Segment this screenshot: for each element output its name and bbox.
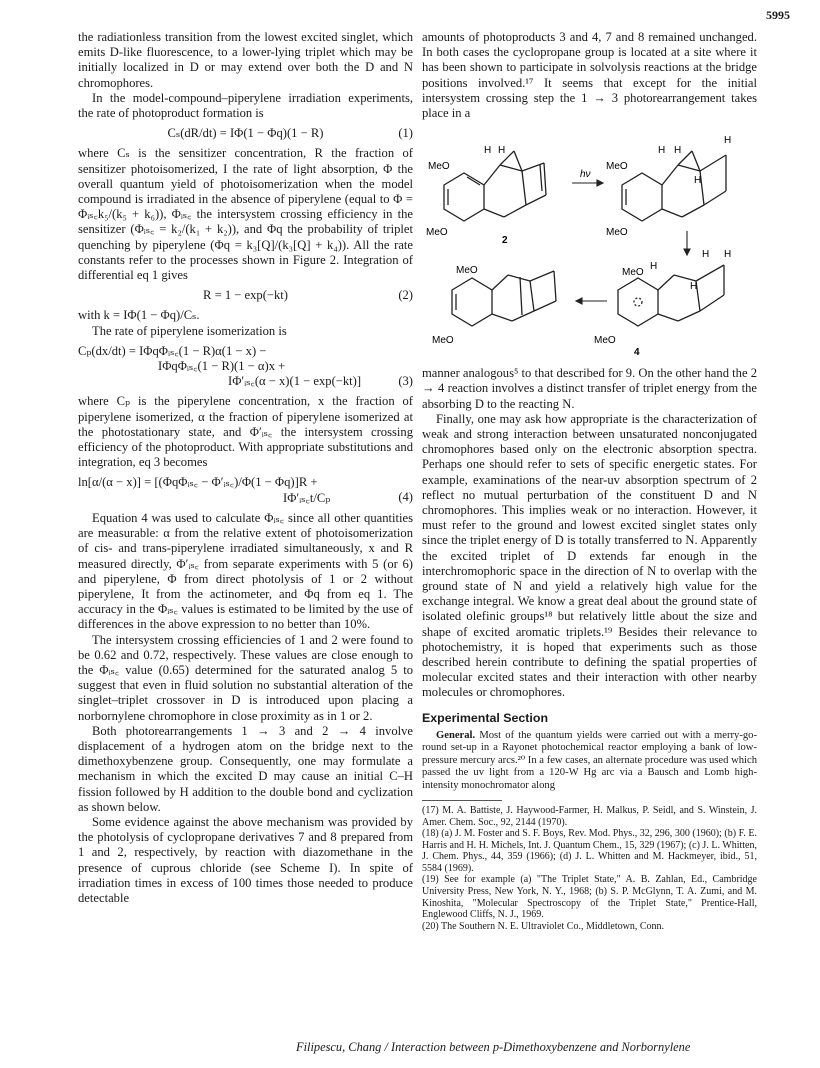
equation-3 bbox=[78, 344, 413, 390]
paragraph: Both photorearrangements 1 → 3 and 2 → 4 involve displacement of a hydrogen atom on the bridge next to the dimethoxybenzene group. Consequently, one may formulate a mechanism in which the excited D may cause an initial C–H fission followed by H addition to the double bond and cyclization as shown below. bbox=[78, 723, 413, 814]
h-label: H bbox=[724, 135, 732, 147]
equation-line: ln[α/(α − x)] = [(ΦqΦᵢₛ꜀ − Φ′ᵢₛ꜀)/Φ(1 − Φq)]R + bbox=[78, 475, 318, 490]
scheme-drawing bbox=[422, 125, 757, 360]
page-number: 5995 bbox=[766, 8, 790, 22]
h-label: H bbox=[498, 145, 506, 157]
section-title: Experimental Section bbox=[422, 710, 549, 725]
structure-2-product bbox=[622, 151, 726, 221]
paragraph: amounts of photoproducts 3 and 4, 7 and 8 remained unchanged. In both cases the cyclopropane group is located at a site where it has been shown to participate in solvolysis reactions at the bridge positions involved.¹⁷ It seems that except for the initial intersystem crossing step the 1 → 3 photorearrangement takes place in a bbox=[422, 30, 757, 121]
compound-label: 4 bbox=[634, 347, 640, 359]
meo-label: MeO bbox=[594, 335, 616, 347]
reaction-scheme bbox=[422, 125, 757, 360]
equation-4 bbox=[78, 475, 413, 505]
compound-label: 2 bbox=[502, 235, 508, 247]
paragraph: Equation 4 was used to calculate Φᵢₛ꜀ since all other quantities are measurable: α from the relative extent of photoisomerization of cis- and trans-piperylene irradiated simultaneously, x and R measured directly, Φ′ᵢₛ꜀ from separate experiments with 5 (or 6) and piperylene, Φ from direct photolysis of 1 or 2 without piperylene, It from the actinometer, and Φq from eq 1. The accuracy in the Φᵢₛ꜀ values is estimated to be limited by the use of differences in the above expression to no better than 10%. bbox=[78, 510, 413, 632]
paragraph: where Cₛ is the sensitizer concentration, R the fraction of sensitizer photoisomerized, I the rate of light absorption, Φ the overall quantum yield of photoisomerization when the model compound is irradiated in the absence of piperylene (equal to Φ = Φᵢₛ꜀k₅/(k₅ + k₆)), Φᵢₛ꜀ the intersystem crossing efficiency in the sensitizer (Φᵢₛ꜀ = k₂/(k₁ + k₂)), and Φq the probability of triplet quenching by piperylene (Φq = k₃[Q]/(k₃[Q] + k₄)). All the rate constants refer to the processes shown in Figure 2. Integration of differential eq 1 gives bbox=[78, 146, 413, 283]
experimental-paragraph bbox=[422, 730, 757, 792]
paragraph: The rate of piperylene isomerization is bbox=[92, 323, 287, 338]
h-label: H bbox=[484, 145, 492, 157]
structure-4 bbox=[452, 271, 556, 326]
right-column bbox=[422, 30, 757, 932]
structure-2 bbox=[444, 151, 546, 221]
paragraph: The intersystem crossing efficiencies of 1 and 2 were found to be 0.62 and 0.72, respectively. These values are close enough to the Φᵢₛ꜀ value (0.65) determined for the saturated analog 5 to suggest that even in fluid solution no substantial alteration of the singlet–triplet crossover in D is introduced upon placing a norbornylene chromophore in close proximity as in 1 or 2. bbox=[78, 632, 413, 723]
equation-text: Cₛ(dR/dt) = IΦ(1 − Φq)(1 − R) bbox=[167, 126, 324, 141]
h-label: H bbox=[690, 281, 698, 293]
equation-number: (2) bbox=[398, 288, 413, 303]
paragraph: In the model-compound–piperylene irradiation experiments, the rate of photoproduct formation is bbox=[78, 90, 413, 121]
paragraph: with k = IΦ(1 − Φq)/Cₛ. bbox=[78, 308, 200, 323]
arrows bbox=[572, 180, 690, 304]
h-label: H bbox=[724, 249, 732, 261]
experimental-text: Most of the quantum yields were carried out with a merry-go-round set-up in a Rayonet photochemical reactor employing a bank of low-pressure mercury arcs.²⁰ In a few cases, an alternate procedure was used which passed the uv light from a 120-W Hg arc via a Bausch and Lomb high-intensity monochromator along bbox=[422, 729, 757, 791]
equation-line: IΦ′ᵢₛ꜀t/Cₚ bbox=[283, 490, 331, 505]
equation-line: IΦqΦᵢₛ꜀(1 − R)(1 − α)x + bbox=[158, 359, 286, 374]
running-footer: Filipescu, Chang / Interaction between p-Dimethoxybenzene and Norbornylene bbox=[296, 1040, 691, 1054]
footnote-rule bbox=[422, 800, 502, 801]
paragraph: Finally, one may ask how appropriate is the characterization of weak and strong interaction between unsaturated nonconjugated chromophores based only on the electronic absorption spectra. Perhaps one should refer to sets of specific energetic states. For example, examinations of the near-uv absorption spectrum of 2 reflect no mutual perturbation of the constituent D and N chromophores. This implies weak or no interaction. However, it must refer to the ground and lowest excited singlet states only since the triplet energy of D is totally transferred to N. Apparently the excited triplet of D extends far enough in the interchromophoric space in the direction of N to overlap with the ground state of N and yield a relatively high value for the exchange integral. We know a great deal about the ground state of isolated olefinic groups¹⁸ but relatively little about the size and shape of excited aromatic triplets.¹⁹ Besides their relevance to photochemistry, it is hoped that experiments such as those described herein contribute to defining the spatial properties of molecular excited states and their interaction with other nearby molecules or chromophores. bbox=[422, 411, 757, 700]
equation-2 bbox=[78, 288, 413, 303]
h-label: H bbox=[650, 261, 658, 273]
h-label: H bbox=[702, 249, 710, 261]
equation-line: Cₚ(dx/dt) = IΦqΦᵢₛ꜀(1 − R)α(1 − x) − bbox=[78, 343, 267, 358]
paragraph: the radiationless transition from the lowest excited singlet, which emits D-like fluorescence, to a lower-lying triplet which may be initially localized in D or may extend over both the D and N chromophores. bbox=[78, 30, 413, 90]
meo-label: MeO bbox=[426, 227, 448, 239]
meo-label: MeO bbox=[622, 267, 644, 279]
meo-label: MeO bbox=[432, 335, 454, 347]
meo-label: MeO bbox=[428, 161, 450, 173]
equation-line: IΦ′ᵢₛ꜀(α − x)(1 − exp(−kt)] bbox=[228, 374, 362, 389]
meo-label: MeO bbox=[606, 227, 628, 239]
footnote-17: (17) M. A. Battiste, J. Haywood-Farmer, H. Malkus, P. Seidl, and S. Winstein, J. Amer. Chem. Soc., 92, 2144 (1970). bbox=[422, 804, 757, 828]
equation-number: (4) bbox=[398, 490, 413, 505]
meo-label: MeO bbox=[456, 265, 478, 277]
footnote-20: (20) The Southern N. E. Ultraviolet Co., Middletown, Conn. bbox=[422, 920, 665, 932]
meo-label: MeO bbox=[606, 161, 628, 173]
footnote-18: (18) (a) J. M. Foster and S. F. Boys, Rev. Mod. Phys., 32, 296, 300 (1960); (b) F. E. Harris and H. H. Michels, Int. J. Quantum Chem., 15, 329 (1967); (c) J. L. Whitten, J. Chem. Phys., 44, 359 (1966); (d) J. L. Whitten and M. Hackmeyer, ibid., 51, 5584 (1969). bbox=[422, 828, 757, 874]
equation-1 bbox=[78, 126, 413, 141]
h-label: H bbox=[674, 145, 682, 157]
h-label: H bbox=[694, 175, 702, 187]
h-label: H bbox=[658, 145, 666, 157]
left-column bbox=[78, 30, 413, 906]
paragraph: Some evidence against the above mechanism was provided by the photolysis of cyclopropane derivatives 7 and 8 prepared from 1 and 2, respectively, by reaction with diazomethane in the presence of cuprous chloride (see Scheme I). In spite of irradiation times in excess of 100 times those needed to produce detectable bbox=[78, 814, 413, 905]
hv-label: hν bbox=[580, 169, 591, 181]
paragraph: where Cₚ is the piperylene concentration, x the fraction of piperylene isomerized, α the fraction of piperylene isomerized at the photostationary state, and Φ′ᵢₛ꜀ the intersystem crossing efficiency of the photoproduct. With appropriate substitutions and integration, eq 3 becomes bbox=[78, 394, 413, 470]
equation-number: (1) bbox=[398, 126, 413, 141]
paragraph: manner analogous⁵ to that described for 9. On the other hand the 2 → 4 reaction involves a distinct transfer of triplet energy from the absorbing D to the reacting N. bbox=[422, 366, 757, 411]
run-in-heading: General. bbox=[436, 729, 476, 741]
equation-number: (3) bbox=[398, 373, 413, 388]
footnote-19: (19) See for example (a) "The Triplet State," A. B. Zahlan, Ed., Cambridge University Press, New York, N. Y., 1968; (b) S. P. McGlynn, T. A. Zumi, and M. Kinoshita, "Molecular Spectroscopy of the Triplet State," Prentice-Hall, Englewood Cliffs, N. J., 1969. bbox=[422, 874, 757, 921]
equation-text: R = 1 − exp(−kt) bbox=[203, 288, 288, 303]
